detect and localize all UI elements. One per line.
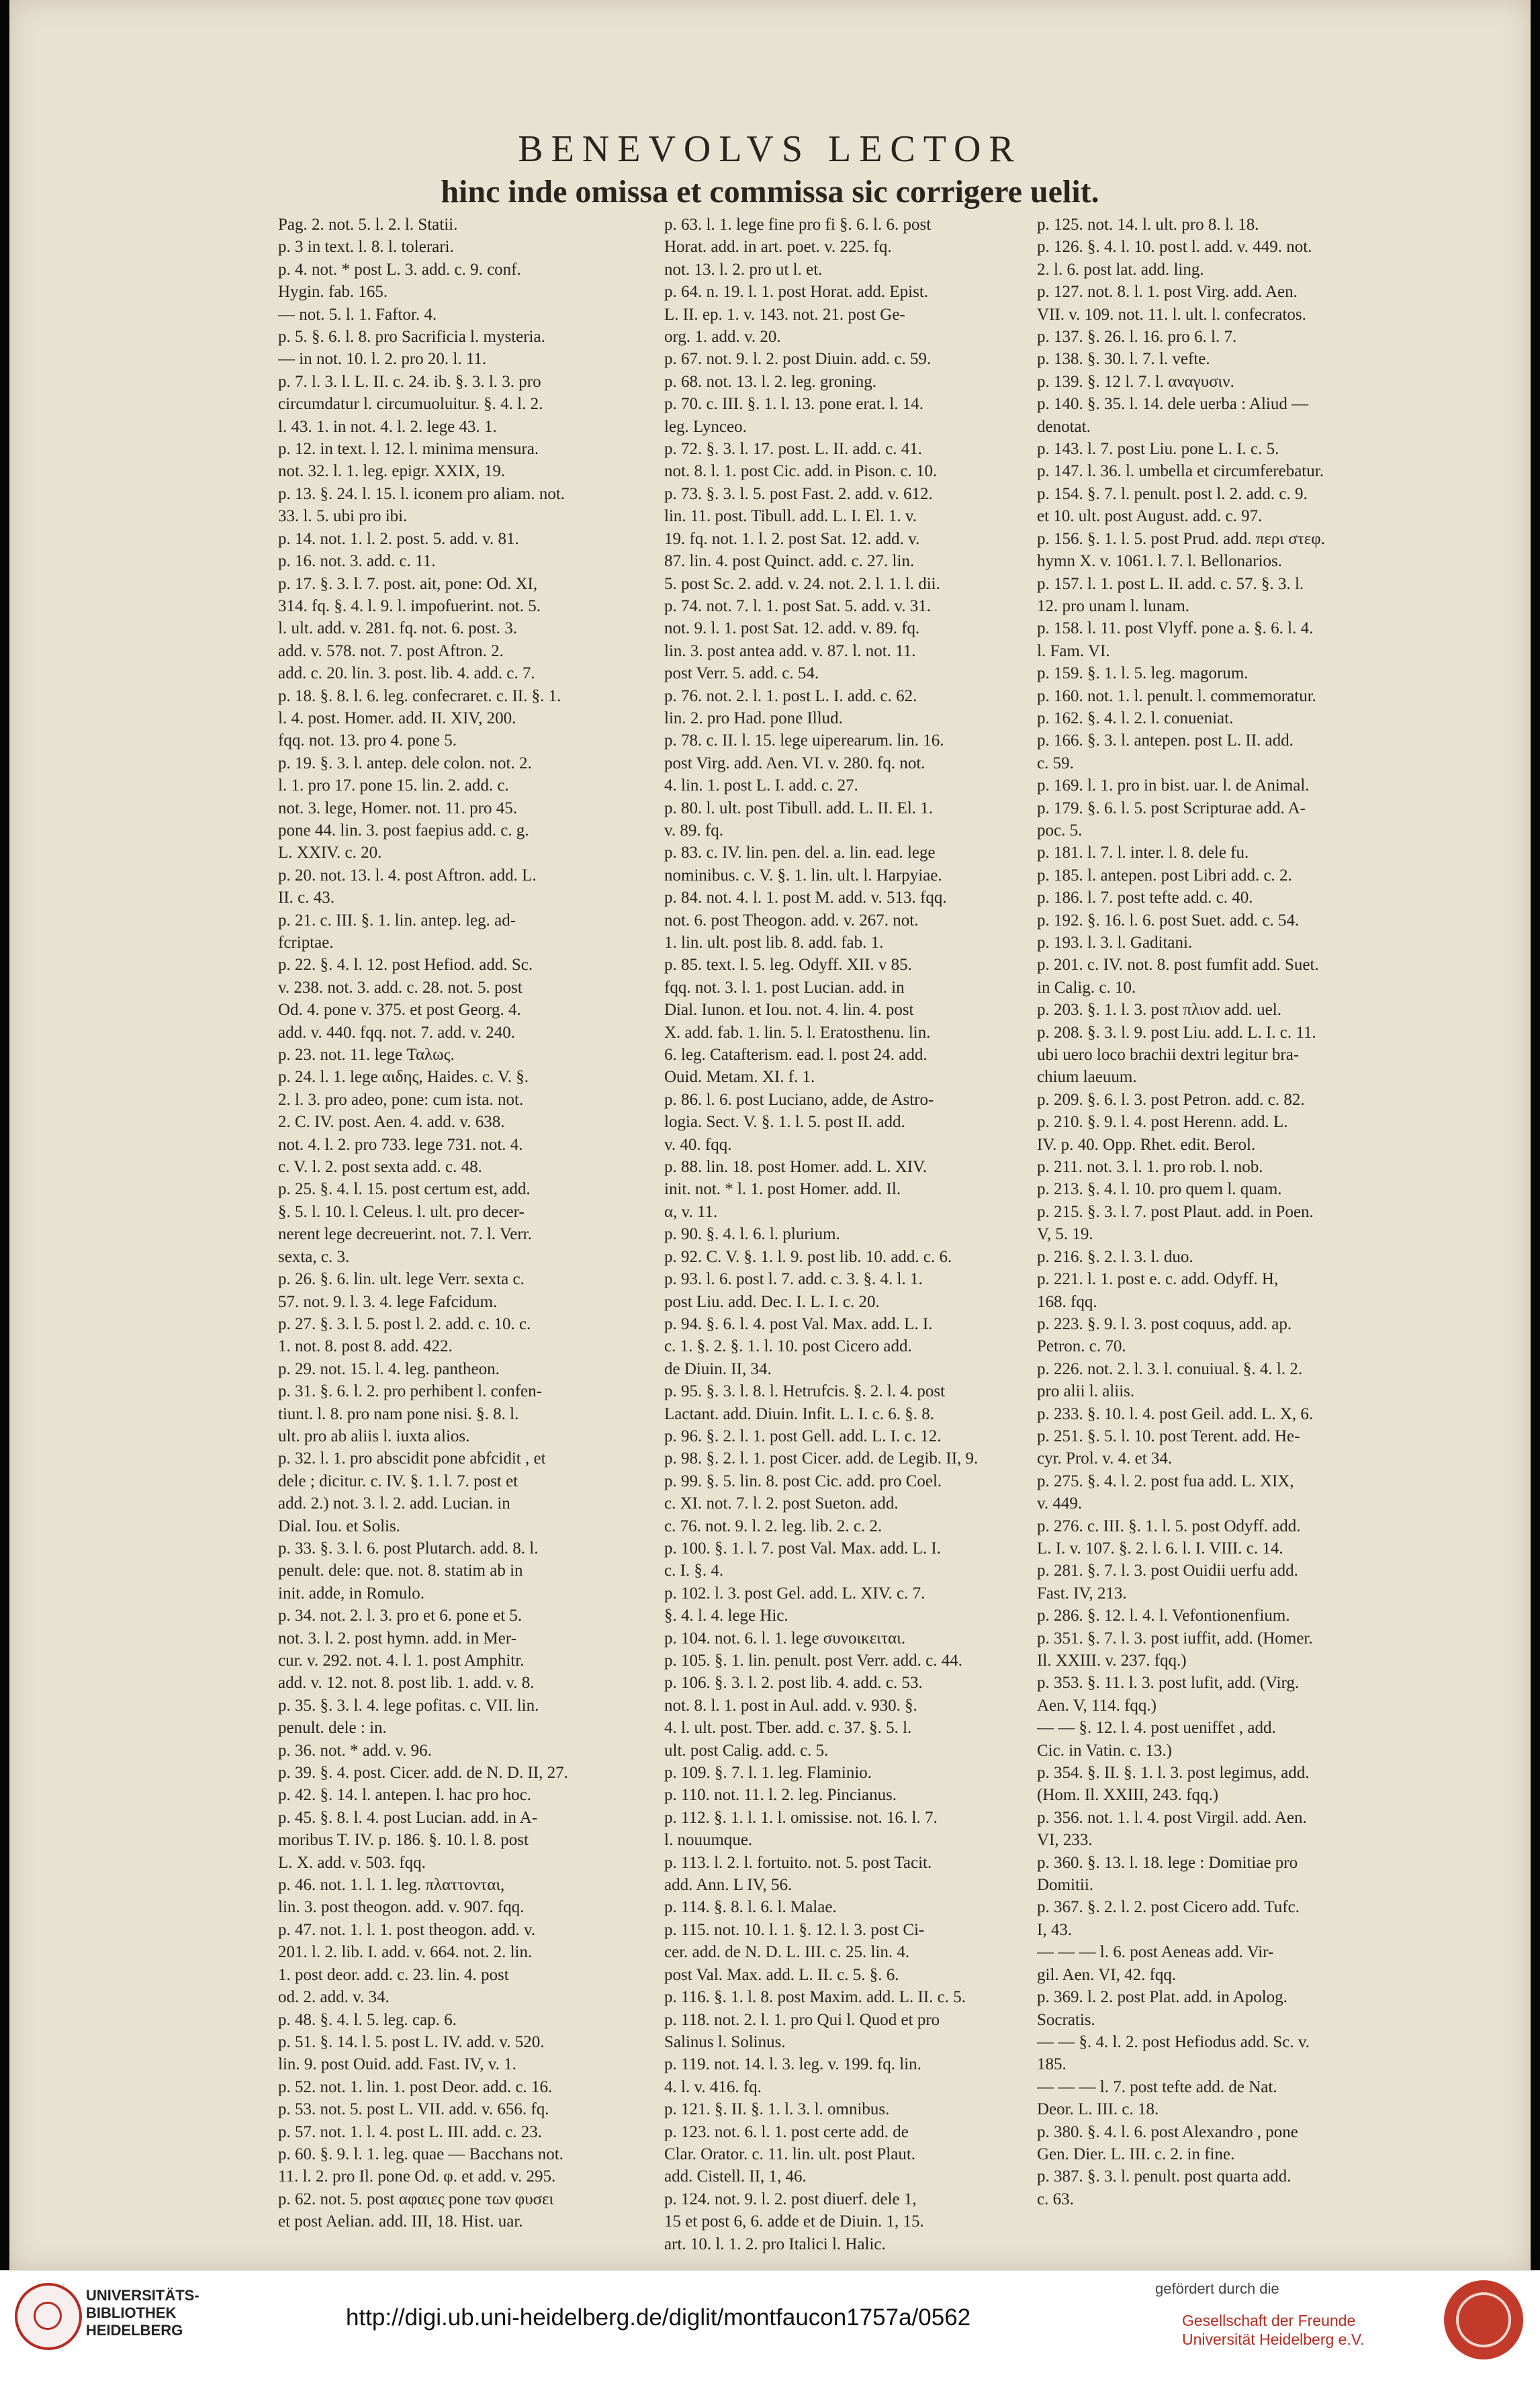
page-subtitle: hinc inde omissa et commissa sic corrigere uelit. <box>441 174 1099 210</box>
errata-line: Aen. V, 114. fqq.) <box>1037 1696 1157 1715</box>
errata-line: art. 10. l. 1. 2. pro Italici l. Halic. <box>664 2235 886 2253</box>
errata-line: p. 57. not. 1. l. 4. post L. III. add. c. 23. <box>278 2122 543 2141</box>
errata-line: p. 106. §. 3. l. 2. post lib. 4. add. c. 53. <box>664 1674 923 1693</box>
errata-line: logia. Sect. V. §. 1. l. 5. post II. add. <box>664 1113 905 1132</box>
errata-line: p. 33. §. 3. l. 6. post Plutarch. add. 8. l. <box>278 1539 539 1558</box>
errata-line: p. 80. l. ult. post Tibull. add. L. II. El. 1. <box>664 799 934 817</box>
errata-line: 2. C. IV. post. Aen. 4. add. v. 638. <box>278 1113 505 1132</box>
errata-line: not. 4. l. 2. pro 733. lege 731. not. 4. <box>278 1135 523 1154</box>
errata-line: Lactant. add. Diuin. Infit. L. I. c. 6. §. 8. <box>664 1404 934 1423</box>
errata-line: L. X. add. v. 503. fqq. <box>278 1853 426 1872</box>
errata-line: c. XI. not. 7. l. 2. post Sueton. add. <box>664 1494 899 1513</box>
errata-line: p. 19. §. 3. l. antep. dele colon. not. 2. <box>278 754 532 772</box>
errata-line: add. 2.) not. 3. l. 2. add. Lucian. in <box>278 1494 510 1513</box>
errata-line: 168. fqq. <box>1037 1292 1097 1311</box>
errata-line: p. 179. §. 6. l. 5. post Scripturae add. A- <box>1037 799 1306 817</box>
errata-line: 33. l. 5. ubi pro ibi. <box>278 507 408 526</box>
errata-line: 1. not. 8. post 8. add. 422. <box>278 1337 453 1356</box>
errata-line: not. 32. l. 1. leg. epigr. XXIX, 19. <box>278 462 506 481</box>
errata-line: pro alii l. aliis. <box>1037 1382 1135 1401</box>
errata-line: p. 221. l. 1. post e. c. add. Odyff. H, <box>1037 1270 1279 1289</box>
errata-line: (Hom. Il. XXIII, 243. fqq.) <box>1037 1786 1219 1805</box>
errata-line: add. Cistell. II, 1, 46. <box>664 2167 807 2186</box>
errata-line: p. 20. not. 13. l. 4. post Aftron. add. L. <box>278 866 537 885</box>
errata-line: p. 70. c. III. §. 1. l. 13. pone erat. l. 14. <box>664 395 924 414</box>
errata-line: 1. post deor. add. c. 23. lin. 4. post <box>278 1965 509 1984</box>
errata-line: p. 154. §. 7. l. penult. post l. 2. add. c. 9. <box>1037 484 1308 503</box>
errata-line: — — — l. 6. post Aeneas add. Vir- <box>1037 1943 1274 1962</box>
errata-line: 11. l. 2. pro Il. pone Od. φ. et add. v. 295. <box>278 2167 556 2186</box>
errata-line: p. 17. §. 3. l. 7. post. ait, pone: Od. XI, <box>278 574 538 593</box>
errata-line: p. 147. l. 36. l. umbella et circumferebatur. <box>1037 462 1324 481</box>
errata-line: α, v. 11. <box>664 1202 718 1221</box>
errata-line: p. 76. not. 2. l. 1. post L. I. add. c. 62. <box>664 686 917 705</box>
errata-line: p. 73. §. 3. l. 5. post Fast. 2. add. v. 612. <box>664 484 933 503</box>
errata-line: p. 4. not. * post L. 3. add. c. 9. conf. <box>278 260 521 279</box>
errata-line: p. 160. not. 1. l. penult. l. commemoratur. <box>1037 686 1316 705</box>
errata-line: §. 4. l. 4. lege Hic. <box>664 1607 788 1625</box>
errata-line: hymn X. v. 1061. l. 7. l. Bellonarios. <box>1037 552 1283 571</box>
errata-line: l. 43. 1. in not. 4. l. 2. lege 43. 1. <box>278 417 497 436</box>
errata-line: p. 380. §. 4. l. 6. post Alexandro , pone <box>1037 2122 1298 2141</box>
errata-line: ult. post Calig. add. c. 5. <box>664 1741 829 1760</box>
errata-line: p. 113. l. 2. l. fortuito. not. 5. post Tacit. <box>664 1853 932 1872</box>
errata-line: cyr. Prol. v. 4. et 34. <box>1037 1449 1173 1468</box>
errata-line: p. 96. §. 2. l. 1. post Gell. add. L. I. c. 12. <box>664 1427 942 1445</box>
errata-line: lin. 3. post antea add. v. 87. l. not. 11. <box>664 641 916 660</box>
errata-line: 2. l. 3. pro adeo, pone: cum ista. not. <box>278 1090 524 1109</box>
errata-line: p. 25. §. 4. l. 15. post certum est, add. <box>278 1180 531 1199</box>
errata-line: 87. lin. 4. post Quinct. add. c. 27. lin. <box>664 552 915 571</box>
errata-line: l. 1. pro 17. pone 15. lin. 2. add. c. <box>278 776 509 795</box>
errata-line: p. 60. §. 9. l. 1. leg. quae — Bacchans not. <box>278 2145 563 2163</box>
errata-line: org. 1. add. v. 20. <box>664 328 781 347</box>
errata-line: p. 32. l. 1. pro abscidit pone abfcidit , et <box>278 1449 546 1468</box>
errata-line: p. 353. §. 11. l. 3. post lufit, add. (Virg. <box>1037 1674 1300 1693</box>
errata-line: §. 5. l. 10. l. Celeus. l. ult. pro decer- <box>278 1202 525 1221</box>
errata-line: p. 233. §. 10. l. 4. post Geil. add. L. X, 6. <box>1037 1404 1314 1423</box>
errata-line: c. 1. §. 2. §. 1. l. 10. post Cicero add. <box>664 1337 912 1356</box>
errata-line: Salinus l. Solinus. <box>664 2032 786 2051</box>
errata-line: p. 114. §. 8. l. 6. l. Malae. <box>664 1898 837 1917</box>
errata-line: p. 186. l. 7. post tefte add. c. 40. <box>1037 889 1253 907</box>
errata-line: p. 12. in text. l. 12. l. minima mensura. <box>278 440 539 459</box>
society-name-line-1: Gesellschaft der Freunde <box>1182 2312 1356 2329</box>
errata-line: poc. 5. <box>1037 821 1083 840</box>
errata-line: lin. 9. post Ouid. add. Fast. IV, v. 1. <box>278 2055 516 2074</box>
errata-line: p. 213. §. 4. l. 10. pro quem l. quam. <box>1037 1180 1282 1199</box>
errata-line: p. 14. not. 1. l. 2. post. 5. add. v. 81. <box>278 529 519 548</box>
errata-line: p. 139. §. 12 l. 7. l. αναγυσιν. <box>1037 372 1234 391</box>
errata-line: p. 143. l. 7. post Liu. pone L. I. c. 5. <box>1037 440 1279 459</box>
errata-line: 57. not. 9. l. 3. 4. lege Fafcidum. <box>278 1292 498 1311</box>
errata-line: in Calig. c. 10. <box>1037 978 1136 997</box>
errata-line: p. 45. §. 8. l. 4. post Lucian. add. in A- <box>278 1808 538 1827</box>
errata-line: fqq. not. 3. l. 1. post Lucian. add. in <box>664 978 905 997</box>
errata-line: p. 99. §. 5. lin. 8. post Cic. add. pro Coel. <box>664 1472 942 1490</box>
errata-line: Ouid. Metam. XI. f. 1. <box>664 1068 815 1087</box>
errata-line: 1. lin. ult. post lib. 8. add. fab. 1. <box>664 934 884 952</box>
errata-line: lin. 11. post. Tibull. add. L. I. El. 1. v. <box>664 507 917 526</box>
errata-line: p. 275. §. 4. l. 2. post fua add. L. XIX, <box>1037 1472 1294 1490</box>
errata-line: post Liu. add. Dec. I. L. I. c. 20. <box>664 1292 880 1311</box>
errata-line: VII. v. 109. not. 11. l. ult. l. confecratos. <box>1037 305 1306 324</box>
errata-line: lin. 3. post theogon. add. v. 907. fqq. <box>278 1898 525 1917</box>
errata-line: — not. 5. l. 1. Faftor. 4. <box>278 305 437 324</box>
errata-line: Il. XXIII. v. 237. fqq.) <box>1037 1652 1187 1670</box>
errata-line: p. 13. §. 24. l. 15. l. iconem pro aliam. not. <box>278 484 565 503</box>
errata-line: p. 209. §. 6. l. 3. post Petron. add. c. 82. <box>1037 1090 1305 1109</box>
errata-line: p. 74. not. 7. l. 1. post Sat. 5. add. v. 31. <box>664 596 931 615</box>
errata-line: v. 89. fq. <box>664 821 723 840</box>
errata-line: p. 119. not. 14. l. 3. leg. v. 199. fq. lin. <box>664 2055 921 2074</box>
errata-line: 4. lin. 1. post L. I. add. c. 27. <box>664 776 858 795</box>
errata-line: nominibus. c. V. §. 1. lin. ult. l. Harpyiae. <box>664 866 942 885</box>
errata-line: init. adde, in Romulo. <box>278 1584 425 1603</box>
errata-line: l. nouumque. <box>664 1831 753 1850</box>
errata-line: p. 78. c. II. l. 15. lege uiperearum. lin. 16. <box>664 731 944 750</box>
book-page <box>9 0 1531 2270</box>
errata-line: moribus T. IV. p. 186. §. 10. l. 8. post <box>278 1831 529 1850</box>
errata-line: Fast. IV, 213. <box>1037 1584 1127 1603</box>
errata-line: p. 140. §. 35. l. 14. dele uerba : Aliud — <box>1037 395 1309 414</box>
errata-line: chium laeuum. <box>1037 1068 1137 1087</box>
errata-line: tiunt. l. 8. pro nam pone nisi. §. 8. l. <box>278 1404 519 1423</box>
funded-by-label: gefördert durch die <box>1155 2280 1279 2297</box>
errata-line: p. 354. §. II. §. 1. l. 3. post legimus, add. <box>1037 1764 1310 1783</box>
errata-line: Petron. c. 70. <box>1037 1337 1126 1356</box>
errata-line: p. 185. l. antepen. post Libri add. c. 2. <box>1037 866 1292 885</box>
errata-line: p. 158. l. 11. post Vlyff. pone a. §. 6. l. 4. <box>1037 619 1314 638</box>
errata-line: p. 159. §. 1. l. 5. leg. magorum. <box>1037 664 1249 683</box>
errata-line: p. 95. §. 3. l. 8. l. Hetrufcis. §. 2. l. 4. post <box>664 1382 946 1401</box>
errata-line: post Virg. add. Aen. VI. v. 280. fq. not. <box>664 754 925 772</box>
errata-line: et 10. ult. post August. add. c. 97. <box>1037 507 1263 526</box>
errata-line: Gen. Dier. L. III. c. 2. in fine. <box>1037 2145 1235 2163</box>
errata-line: Clar. Orator. c. 11. lin. ult. post Plaut. <box>664 2145 916 2163</box>
errata-line: Od. 4. pone v. 375. et post Georg. 4. <box>278 1001 521 1020</box>
errata-line: VI, 233. <box>1037 1831 1093 1850</box>
errata-line: IV. p. 40. Opp. Rhet. edit. Berol. <box>1037 1135 1256 1154</box>
errata-line: 201. l. 2. lib. I. add. v. 664. not. 2. lin. <box>278 1943 533 1962</box>
errata-line: V, 5. 19. <box>1037 1225 1093 1244</box>
errata-line: p. 93. l. 6. post l. 7. add. c. 3. §. 4. l. 1. <box>664 1270 923 1289</box>
permalink-url[interactable]: http://digi.ub.uni-heidelberg.de/diglit/montfaucon1757a/0562 <box>346 2304 971 2331</box>
errata-line: p. 7. l. 3. l. L. II. c. 24. ib. §. 3. l. 3. pro <box>278 372 541 391</box>
errata-line: ult. pro ab aliis l. iuxta alios. <box>278 1427 470 1445</box>
errata-column-1 <box>278 214 718 2233</box>
errata-line: p. 162. §. 4. l. 2. l. conueniat. <box>1037 709 1234 727</box>
errata-line: p. 3 in text. l. 8. l. tolerari. <box>278 238 454 257</box>
errata-line: p. 86. l. 6. post Luciano, adde, de Astro- <box>664 1090 934 1109</box>
errata-line: p. 88. lin. 18. post Homer. add. L. XIV. <box>664 1158 927 1177</box>
errata-line: not. 3. l. 2. post hymn. add. in Mer- <box>278 1629 517 1648</box>
errata-line: p. 192. §. 16. l. 6. post Suet. add. c. 54. <box>1037 911 1300 930</box>
errata-line: p. 137. §. 26. l. 16. pro 6. l. 7. <box>1037 328 1237 347</box>
errata-line: p. 211. not. 3. l. 1. pro rob. l. nob. <box>1037 1158 1263 1177</box>
errata-line: not. 3. lege, Homer. not. 11. pro 45. <box>278 799 517 817</box>
errata-line: Dial. Iunon. et Iou. not. 4. lin. 4. post <box>664 1001 914 1020</box>
errata-line: 4. l. v. 416. fq. <box>664 2077 762 2096</box>
errata-line: p. 208. §. 3. l. 9. post Liu. add. L. I. c. 11. <box>1037 1023 1316 1042</box>
errata-line: p. 286. §. 12. l. 4. l. Vefontionenfium. <box>1037 1607 1290 1625</box>
errata-line: p. 169. l. 1. pro in bist. uar. l. de Animal. <box>1037 776 1310 795</box>
viewer-footer <box>0 2270 1540 2385</box>
society-name <box>1182 2311 1364 2349</box>
errata-line: p. 356. not. 1. l. 4. post Virgil. add. Aen. <box>1037 1808 1307 1827</box>
errata-line: not. 8. l. 1. post in Aul. add. v. 930. §. <box>664 1696 917 1715</box>
errata-line: Deor. L. III. c. 18. <box>1037 2100 1159 2119</box>
errata-line: L. XXIV. c. 20. <box>278 844 382 862</box>
errata-line: p. 84. not. 4. l. 1. post M. add. v. 513. fqq. <box>664 889 947 907</box>
errata-line: p. 34. not. 2. l. 3. pro et 6. pone et 5. <box>278 1607 523 1625</box>
errata-line: II. c. 43. <box>278 889 334 907</box>
errata-line: p. 90. §. 4. l. 6. l. plurium. <box>664 1225 840 1244</box>
errata-line: Dial. Iou. et Solis. <box>278 1517 400 1535</box>
university-seal-icon <box>15 2283 82 2350</box>
errata-line: p. 157. l. 1. post L. II. add. c. 57. §. 3. l. <box>1037 574 1304 593</box>
errata-line: p. 203. §. 1. l. 3. post πλιον add. uel. <box>1037 1001 1281 1020</box>
errata-line: p. 138. §. 30. l. 7. l. vefte. <box>1037 350 1210 369</box>
errata-line: X. add. fab. 1. lin. 5. l. Eratosthenu. lin. <box>664 1023 931 1042</box>
errata-line: c. 76. not. 9. l. 2. leg. lib. 2. c. 2. <box>664 1517 882 1535</box>
errata-line: p. 367. §. 2. l. 2. post Cicero add. Tufc. <box>1037 1898 1300 1917</box>
errata-line: p. 387. §. 3. l. penult. post quarta add. <box>1037 2167 1292 2186</box>
errata-line: p. 124. not. 9. l. 2. post diuerf. dele 1, <box>664 2190 917 2208</box>
errata-line: 19. fq. not. 1. l. 2. post Sat. 12. add. v. <box>664 529 920 548</box>
page-title: BENEVOLVS LECTOR <box>518 128 1022 170</box>
errata-line: p. 94. §. 6. l. 4. post Val. Max. add. L. I. <box>664 1314 933 1333</box>
errata-line: p. 193. l. 3. l. Gaditani. <box>1037 934 1193 952</box>
errata-line: p. 53. not. 5. post L. VII. add. v. 656. fq. <box>278 2100 549 2119</box>
errata-line: Cic. in Vatin. c. 13.) <box>1037 1741 1172 1760</box>
errata-line: cur. v. 292. not. 4. l. 1. post Amphitr. <box>278 1652 525 1670</box>
errata-line: 5. post Sc. 2. add. v. 24. not. 2. l. 1. l. dii. <box>664 574 940 593</box>
errata-line: ubi uero loco brachii dextri legitur bra- <box>1037 1046 1300 1065</box>
errata-line: p. 62. not. 5. post αφαιες pone των φυσει <box>278 2190 554 2208</box>
society-name-line-2: Universität Heidelberg e.V. <box>1182 2331 1365 2348</box>
errata-line: lin. 2. pro Had. pone Illud. <box>664 709 843 727</box>
errata-line: p. 109. §. 7. l. 1. leg. Flaminio. <box>664 1764 872 1783</box>
errata-line: de Diuin. II, 34. <box>664 1359 772 1378</box>
errata-line: p. 48. §. 4. l. 5. leg. cap. 6. <box>278 2010 457 2029</box>
society-seal-icon <box>1444 2280 1523 2359</box>
errata-line: p. 223. §. 9. l. 3. post coquus, add. ap. <box>1037 1314 1292 1333</box>
errata-line: p. 127. not. 8. l. 1. post Virg. add. Aen. <box>1037 283 1298 302</box>
errata-line: p. 115. not. 10. l. 1. §. 12. l. 3. post Ci- <box>664 1920 925 1939</box>
errata-line: p. 351. §. 7. l. 3. post iuffit, add. (Homer. <box>1037 1629 1313 1648</box>
errata-line: p. 102. l. 3. post Gel. add. L. XIV. c. 7. <box>664 1584 925 1603</box>
errata-line: p. 276. c. III. §. 1. l. 5. post Odyff. add. <box>1037 1517 1301 1535</box>
errata-line: p. 67. not. 9. l. 2. post Diuin. add. c. 59. <box>664 350 932 369</box>
errata-line: p. 39. §. 4. post. Cicer. add. de N. D. II, 27. <box>278 1764 568 1783</box>
errata-line: p. 116. §. 1. l. 8. post Maxim. add. L. II. c. 5. <box>664 1988 966 2007</box>
errata-line: p. 64. n. 19. l. 1. post Horat. add. Epist. <box>664 283 929 302</box>
errata-line: p. 31. §. 6. l. 2. pro perhibent l. confen- <box>278 1382 542 1401</box>
errata-line: fcriptae. <box>278 934 334 952</box>
errata-line: p. 226. not. 2. l. 3. l. conuiual. §. 4. l. 2. <box>1037 1359 1303 1378</box>
errata-line: circumdatur l. circumuoluitur. §. 4. l. 2. <box>278 395 543 414</box>
errata-line: p. 251. §. 5. l. 10. post Terent. add. He- <box>1037 1427 1300 1445</box>
errata-line: p. 29. not. 15. l. 4. leg. pantheon. <box>278 1359 500 1378</box>
errata-line: p. 85. text. l. 5. leg. Odyff. XII. v 85. <box>664 956 912 975</box>
errata-line: fqq. not. 13. pro 4. pone 5. <box>278 731 457 750</box>
errata-line: p. 216. §. 2. l. 3. l. duo. <box>1037 1247 1193 1266</box>
errata-line: add. c. 20. lin. 3. post. lib. 4. add. c. 7. <box>278 664 535 683</box>
errata-line: p. 166. §. 3. l. antepen. post L. II. add. <box>1037 731 1294 750</box>
errata-line: p. 201. c. IV. not. 8. post fumfit add. Suet. <box>1037 956 1319 975</box>
errata-line: l. ult. add. v. 281. fq. not. 6. post. 3. <box>278 619 518 638</box>
errata-line: 15 et post 6, 6. adde et de Diuin. 1, 15. <box>664 2212 924 2231</box>
errata-line: penult. dele: que. not. 8. statim ab in <box>278 1562 523 1580</box>
errata-line: nerent lege decreuerint. not. 7. l. Verr. <box>278 1225 532 1244</box>
errata-line: p. 23. not. 11. lege Ταλως. <box>278 1046 455 1065</box>
errata-line: p. 21. c. III. §. 1. lin. antep. leg. ad- <box>278 911 516 930</box>
errata-line: not. 8. l. 1. post Cic. add. in Pison. c. 10. <box>664 462 938 481</box>
errata-line: not. 13. l. 2. pro ut l. et. <box>664 260 823 279</box>
errata-column-3 <box>1037 214 1477 2210</box>
errata-line: I, 43. <box>1037 1920 1073 1939</box>
errata-line: v. 449. <box>1037 1494 1083 1513</box>
errata-line: 12. pro unam l. lunam. <box>1037 596 1190 615</box>
errata-line: v. 40. fqq. <box>664 1135 732 1154</box>
errata-line: p. 83. c. IV. lin. pen. del. a. lin. ead. lege <box>664 844 936 862</box>
errata-line: p. 100. §. 1. l. 7. post Val. Max. add. L. I. <box>664 1539 942 1558</box>
errata-line: init. not. * l. 1. post Homer. add. Il. <box>664 1180 901 1199</box>
errata-line: p. 156. §. 1. l. 5. post Prud. add. περι στεφ. <box>1037 529 1325 548</box>
errata-line: p. 181. l. 7. l. inter. l. 8. dele fu. <box>1037 844 1249 862</box>
errata-line: p. 110. not. 11. l. 2. leg. Pincianus. <box>664 1786 897 1805</box>
errata-line: 6. leg. Catafterism. ead. l. post 24. add. <box>664 1046 927 1065</box>
errata-line: 4. l. ult. post. Tber. add. c. 37. §. 5. l. <box>664 1719 912 1738</box>
errata-line: cer. add. de N. D. L. III. c. 25. lin. 4. <box>664 1943 910 1962</box>
errata-line: p. 210. §. 9. l. 4. post Herenn. add. L. <box>1037 1113 1288 1132</box>
errata-line: Pag. 2. not. 5. l. 2. l. Statii. <box>278 216 458 234</box>
errata-line: p. 121. §. II. §. 1. l. 3. l. omnibus. <box>664 2100 890 2119</box>
errata-line: — — §. 4. l. 2. post Hefiodus add. Sc. v. <box>1037 2032 1310 2051</box>
errata-line: p. 98. §. 2. l. 1. post Cicer. add. de Legib. II, 9. <box>664 1449 979 1468</box>
errata-line: p. 281. §. 7. l. 3. post Ouidii uerfu add. <box>1037 1562 1298 1580</box>
errata-line: dele ; dicitur. c. IV. §. 1. l. 7. post et <box>278 1472 518 1490</box>
errata-line: — — §. 12. l. 4. post ueniffet , add. <box>1037 1719 1276 1738</box>
errata-line: Horat. add. in art. poet. v. 225. fq. <box>664 238 892 257</box>
errata-line: add. v. 12. not. 8. post lib. 1. add. v. 8. <box>278 1674 535 1693</box>
errata-line: p. 47. not. 1. l. 1. post theogon. add. v. <box>278 1920 536 1939</box>
errata-line: add. v. 440. fqq. not. 7. add. v. 240. <box>278 1023 515 1042</box>
errata-line: p. 16. not. 3. add. c. 11. <box>278 552 436 571</box>
errata-line: c. 59. <box>1037 754 1074 772</box>
errata-line: p. 215. §. 3. l. 7. post Plaut. add. in Poen. <box>1037 1202 1314 1221</box>
errata-line: post Val. Max. add. L. II. c. 5. §. 6. <box>664 1965 899 1984</box>
errata-line: p. 42. §. 14. l. antepen. l. hac pro hoc. <box>278 1786 531 1805</box>
errata-line: p. 63. l. 1. lege fine pro fi §. 6. l. 6. post <box>664 216 932 234</box>
errata-line: od. 2. add. v. 34. <box>278 1988 390 2007</box>
errata-line: not. 6. post Theogon. add. v. 267. not. <box>664 911 919 930</box>
errata-line: p. 360. §. 13. l. 18. lege : Domitiae pro <box>1037 1853 1298 1872</box>
errata-line: p. 72. §. 3. l. 17. post. L. II. add. c. 41. <box>664 440 922 459</box>
errata-line: p. 123. not. 6. l. 1. post certe add. de <box>664 2122 909 2141</box>
errata-line: p. 35. §. 3. l. 4. lege pofitas. c. VII. lin. <box>278 1696 539 1715</box>
errata-line: not. 9. l. 1. post Sat. 12. add. v. 89. fq. <box>664 619 920 638</box>
errata-line: p. 26. §. 6. lin. ult. lege Verr. sexta c. <box>278 1270 525 1289</box>
errata-line: — in not. 10. l. 2. pro 20. l. 11. <box>278 350 487 369</box>
errata-line: p. 369. l. 2. post Plat. add. in Apolog. <box>1037 1988 1287 2007</box>
errata-line: v. 238. not. 3. add. c. 28. not. 5. post <box>278 978 523 997</box>
errata-line: p. 18. §. 8. l. 6. leg. confecraret. c. II. §. 1. <box>278 686 561 705</box>
errata-line: p. 36. not. * add. v. 96. <box>278 1741 432 1760</box>
errata-line: — — — l. 7. post tefte add. de Nat. <box>1037 2077 1277 2096</box>
errata-line: post Verr. 5. add. c. 54. <box>664 664 819 683</box>
errata-line: gil. Aen. VI, 42. fqq. <box>1037 1965 1177 1984</box>
errata-line: p. 24. l. 1. lege αιδης, Haides. c. V. §. <box>278 1068 529 1087</box>
errata-line: p. 22. §. 4. l. 12. post Hefiod. add. Sc. <box>278 956 533 975</box>
errata-line: p. 112. §. 1. l. 1. l. omissise. not. 16. l. 7. <box>664 1808 938 1827</box>
errata-line: p. 46. not. 1. l. 1. leg. πλαττονται, <box>278 1876 505 1895</box>
errata-line: c. V. l. 2. post sexta add. c. 48. <box>278 1158 482 1177</box>
errata-line: l. 4. post. Homer. add. II. XIV, 200. <box>278 709 516 727</box>
errata-line: leg. Lynceo. <box>664 417 747 436</box>
errata-line: L. I. v. 107. §. 2. l. 6. l. I. VIII. c. 14. <box>1037 1539 1283 1558</box>
errata-line: sexta, c. 3. <box>278 1247 350 1266</box>
errata-line: p. 5. §. 6. l. 8. pro Sacrificia l. mysteria. <box>278 328 545 347</box>
errata-line: p. 105. §. 1. lin. penult. post Verr. add. c. 44. <box>664 1652 962 1670</box>
errata-line: p. 68. not. 13. l. 2. leg. groning. <box>664 372 876 391</box>
errata-line: p. 51. §. 14. l. 5. post L. IV. add. v. 520. <box>278 2032 545 2051</box>
errata-line: l. Fam. VI. <box>1037 641 1110 660</box>
errata-line: p. 118. not. 2. l. 1. pro Qui l. Quod et pro <box>664 2010 940 2029</box>
errata-line: Domitii. <box>1037 1876 1094 1895</box>
errata-line: p. 126. §. 4. l. 10. post l. add. v. 449. not. <box>1037 238 1312 257</box>
errata-line: p. 27. §. 3. l. 5. post l. 2. add. c. 10. c. <box>278 1314 531 1333</box>
errata-line: Hygin. fab. 165. <box>278 283 388 302</box>
errata-line: c. 63. <box>1037 2190 1074 2208</box>
errata-line: p. 92. C. V. §. 1. l. 9. post lib. 10. add. c. 6. <box>664 1247 952 1266</box>
errata-line: 2. l. 6. post lat. add. ling. <box>1037 260 1204 279</box>
errata-line: L. II. ep. 1. v. 143. not. 21. post Ge- <box>664 305 905 324</box>
errata-line: penult. dele : in. <box>278 1719 387 1738</box>
errata-line: c. I. §. 4. <box>664 1562 724 1580</box>
errata-line: pone 44. lin. 3. post faepius add. c. g. <box>278 821 529 840</box>
errata-line: Socratis. <box>1037 2010 1095 2029</box>
university-library-name: UNIVERSITÄTS- BIBLIOTHEK HEIDELBERG <box>86 2287 199 2339</box>
errata-line: p. 52. not. 1. lin. 1. post Deor. add. c. 16. <box>278 2077 553 2096</box>
errata-line: denotat. <box>1037 417 1091 436</box>
errata-line: 314. fq. §. 4. l. 9. l. impofuerint. not. 5. <box>278 596 541 615</box>
errata-line: add. v. 578. not. 7. post Aftron. 2. <box>278 641 504 660</box>
errata-line: p. 104. not. 6. l. 1. lege συνοικειται. <box>664 1629 906 1648</box>
errata-line: add. Ann. L IV, 56. <box>664 1876 792 1895</box>
errata-line: 185. <box>1037 2055 1067 2074</box>
errata-line: p. 125. not. 14. l. ult. pro 8. l. 18. <box>1037 216 1259 234</box>
errata-line: et post Aelian. add. III, 18. Hist. uar. <box>278 2212 523 2231</box>
